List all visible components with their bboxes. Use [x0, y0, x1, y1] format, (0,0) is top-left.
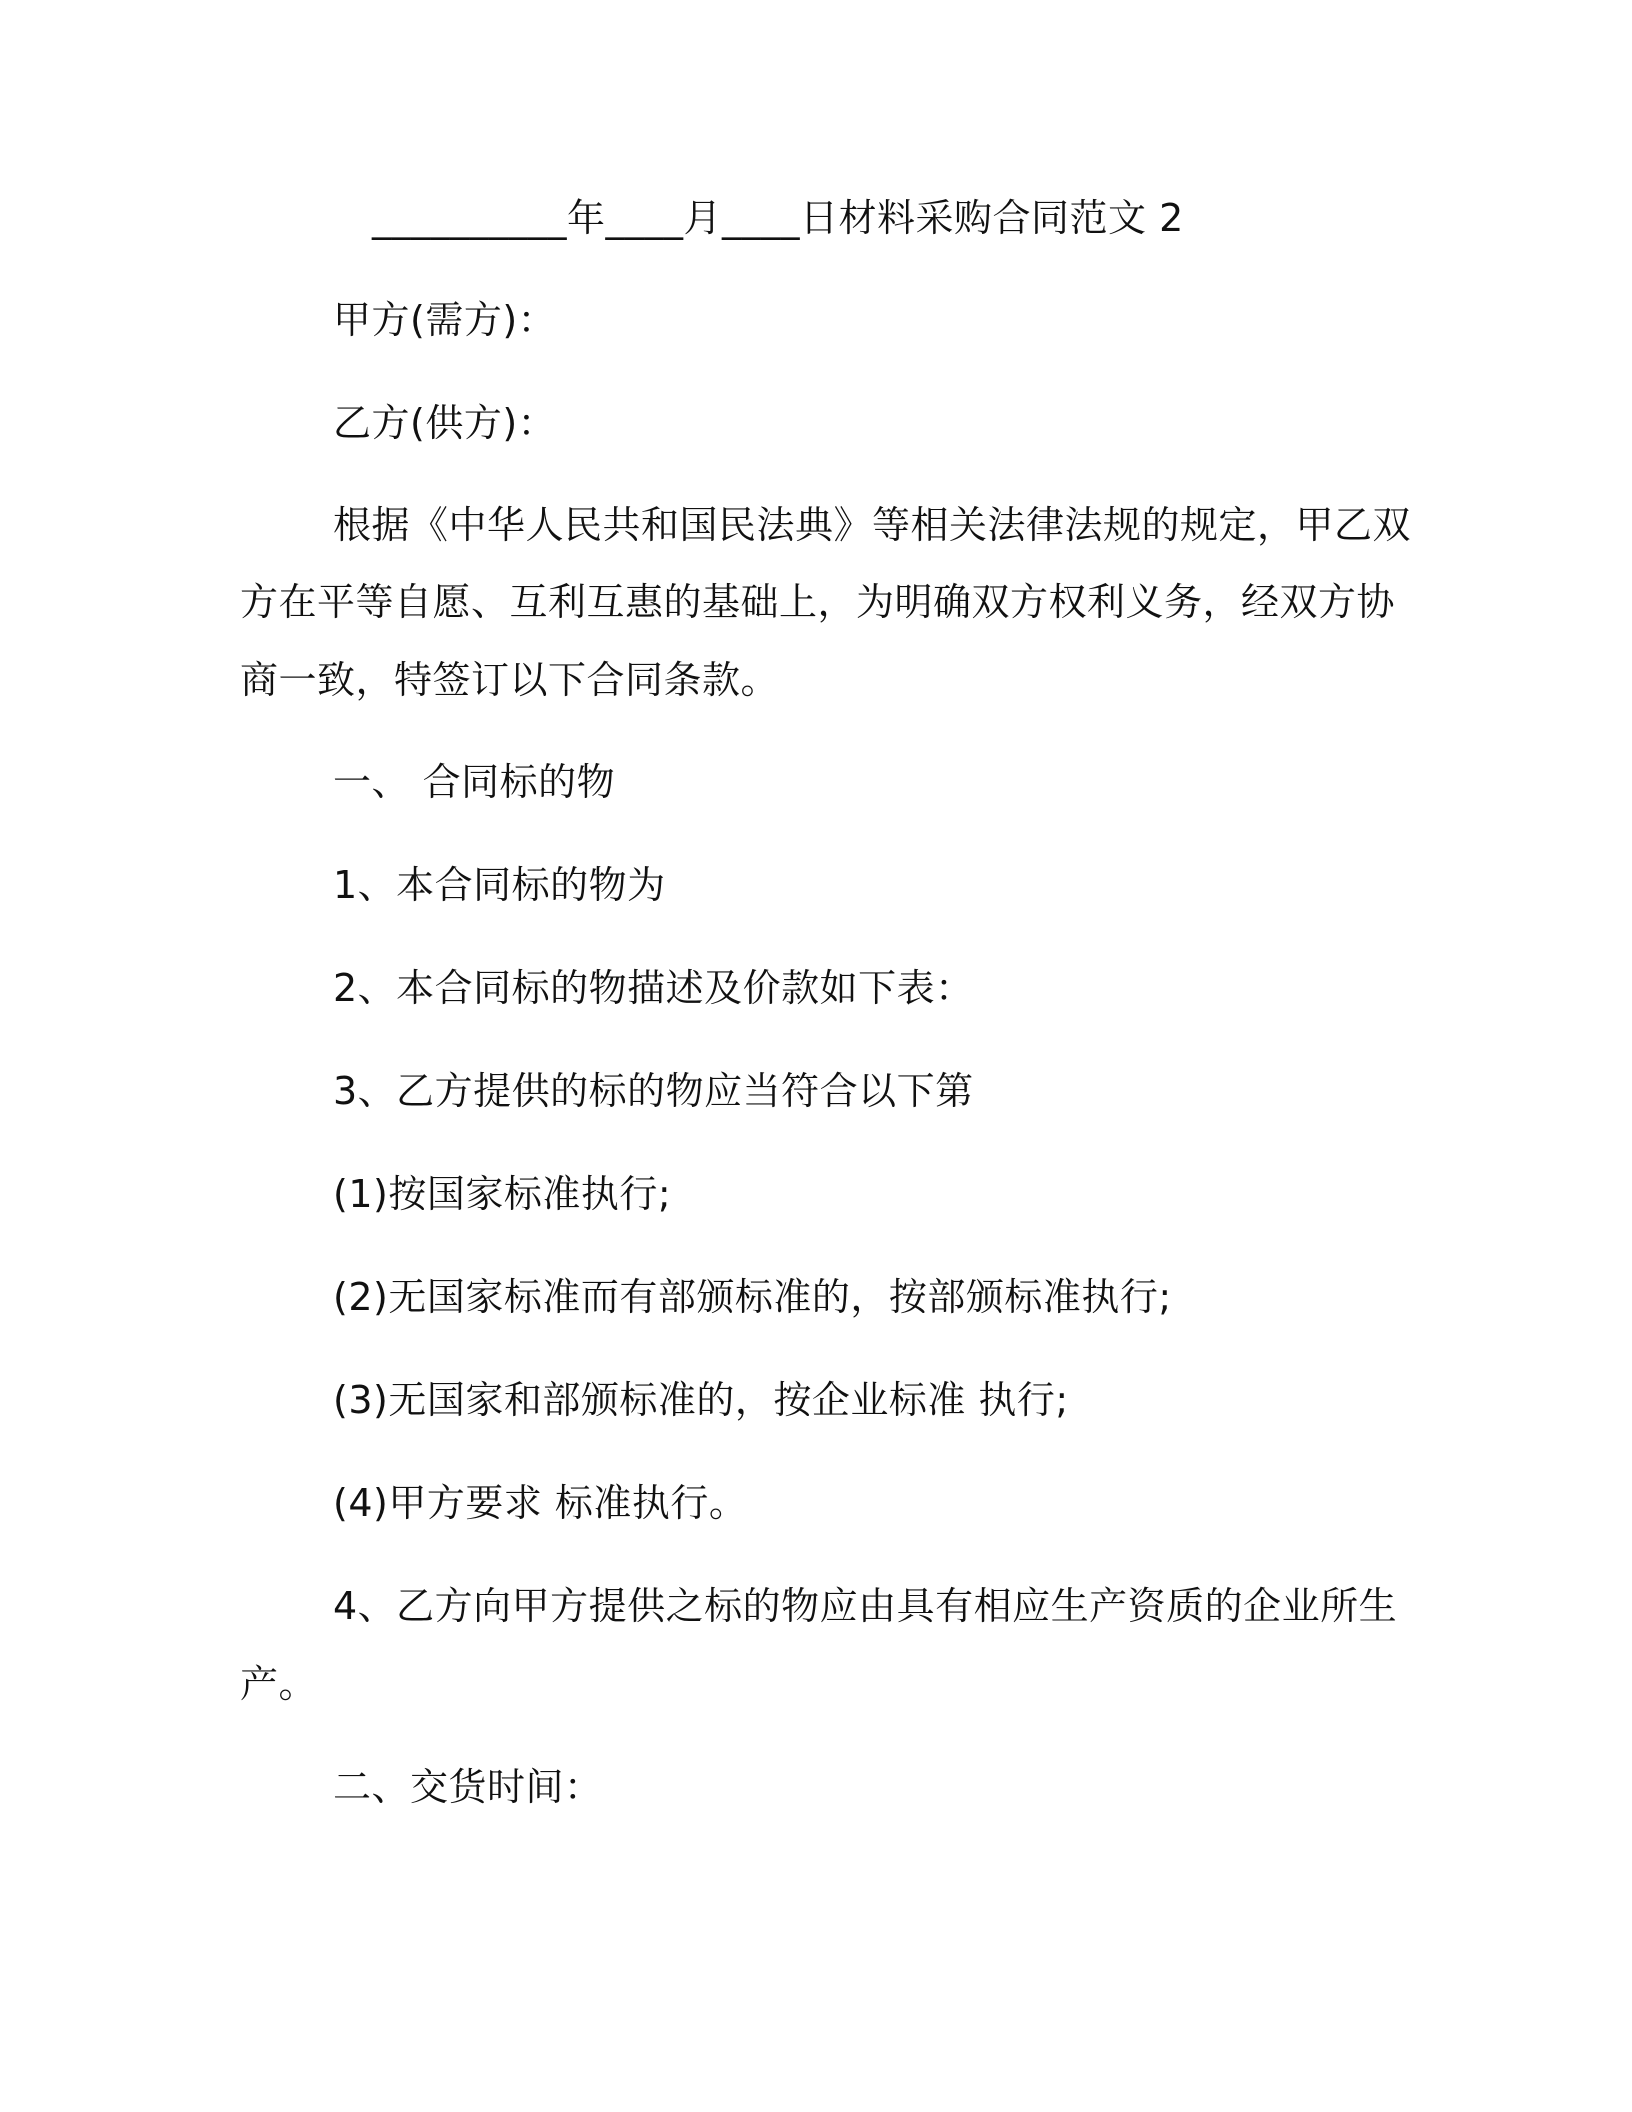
party-b-label: 乙方(供方)：	[333, 401, 557, 445]
clause-1-2: 2、本合同标的物描述及价款如下表：	[333, 966, 974, 1010]
clause-1-3-sub-2: (2)无国家标准而有部颁标准的，按部颁标准执行;	[333, 1275, 1172, 1319]
clause-1-3-sub-4: (4)甲方要求 标准执行。	[333, 1481, 748, 1525]
clause-1-4-line-1: 4、乙方向甲方提供之标的物应由具有相应生产资质的企业所生	[333, 1584, 1398, 1628]
section-1-heading: 一、 合同标的物	[333, 760, 616, 804]
party-a-label: 甲方(需方)：	[333, 298, 557, 342]
clause-1-1: 1、本合同标的物为	[333, 863, 666, 907]
document-title: __________年____月____日材料采购合同范文 2	[372, 196, 1184, 240]
intro-paragraph-line-1: 根据《中华人民共和国民法典》等相关法律法规的规定，甲乙双	[333, 503, 1412, 547]
clause-1-3-sub-3: (3)无国家和部颁标准的，按企业标准 执行;	[333, 1378, 1069, 1422]
intro-paragraph-line-3: 商一致，特签订以下合同条款。	[240, 658, 780, 702]
clause-1-3-sub-1: (1)按国家标准执行;	[333, 1172, 672, 1216]
clause-1-3: 3、乙方提供的标的物应当符合以下第	[333, 1069, 974, 1113]
intro-paragraph-line-2: 方在平等自愿、互利互惠的基础上，为明确双方权利义务，经双方协	[240, 580, 1396, 624]
section-2-heading: 二、交货时间：	[333, 1765, 603, 1809]
clause-1-4-line-2: 产。	[240, 1662, 318, 1706]
